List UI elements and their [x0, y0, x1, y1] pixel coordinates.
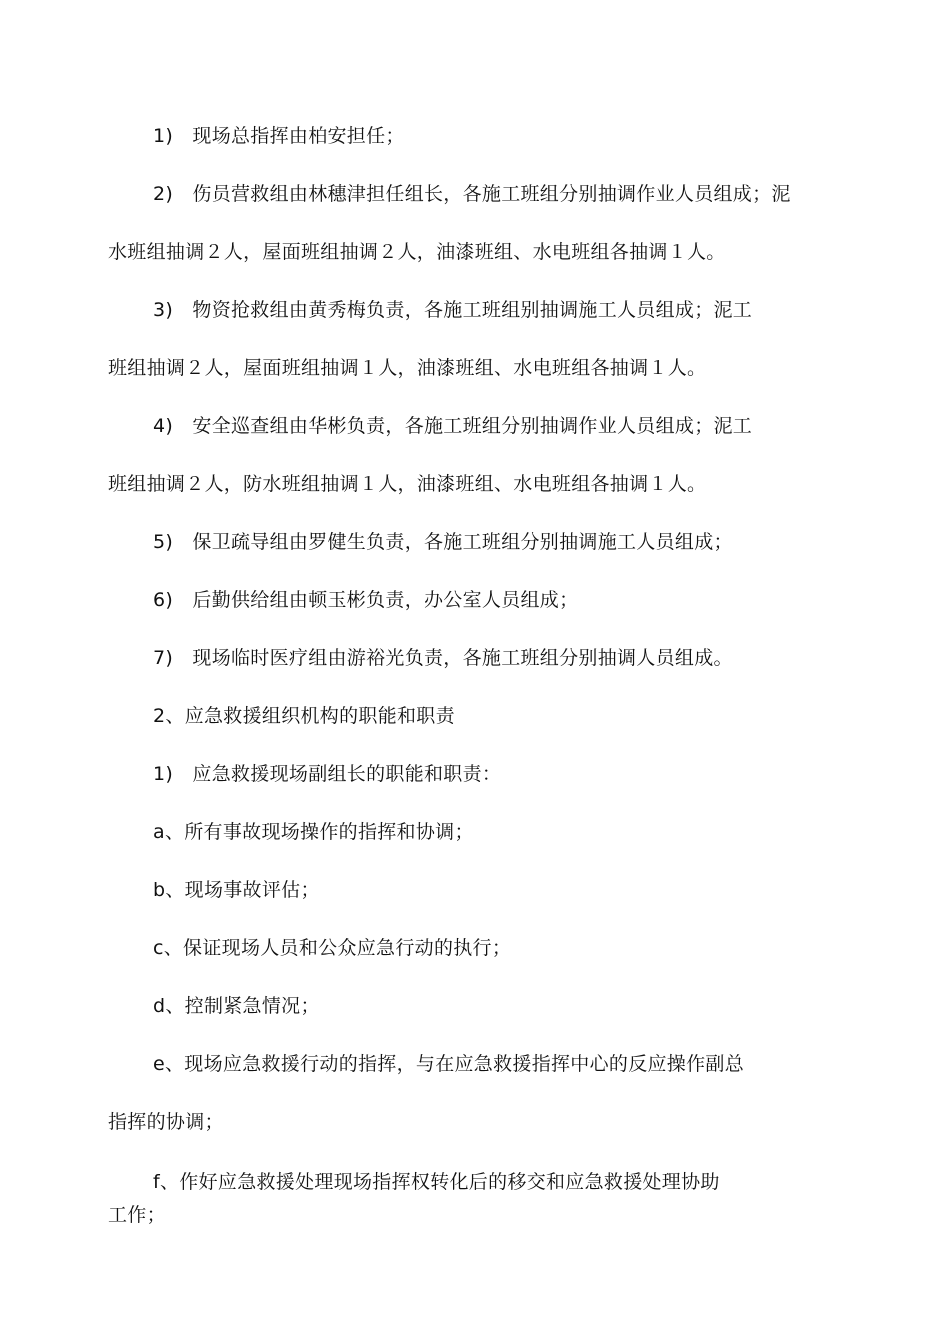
- item-2-rescue-team-cont: 水班组抽调２人，屋面班组抽调２人，油漆班组、水电班组各抽调１人。: [108, 241, 726, 263]
- duty-e-cont: 指挥的协调；: [108, 1111, 224, 1133]
- duty-e: e、现场应急救援行动的指挥，与在应急救援指挥中心的反应操作副总: [153, 1053, 744, 1075]
- item-4-safety-patrol: 4) 安全巡查组由华彬负责，各施工班组分别抽调作业人员组成；泥工: [153, 415, 753, 437]
- item-2-rescue-team: 2) 伤员营救组由林穗津担任组长，各施工班组分别抽调作业人员组成；泥: [153, 183, 791, 205]
- item-3-materials-team: 3) 物资抢救组由黄秀梅负责，各施工班组别抽调施工人员组成；泥工: [153, 299, 753, 321]
- item-1-commander: 1) 现场总指挥由柏安担任；: [153, 125, 405, 147]
- duty-a: a、所有事故现场操作的指挥和协调；: [153, 821, 474, 843]
- duty-f-cont: 工作；: [108, 1204, 166, 1226]
- item-6-logistics-team: 6) 后勤供给组由顿玉彬负责，办公室人员组成；: [153, 589, 579, 611]
- duties-item-1: 1) 应急救援现场副组长的职能和职责：: [153, 763, 502, 785]
- section-2-heading: 2、应急救援组织机构的职能和职责: [153, 705, 455, 727]
- duty-b: b、现场事故评估；: [153, 879, 320, 901]
- item-4-safety-patrol-cont: 班组抽调２人，防水班组抽调１人，油漆班组、水电班组各抽调１人。: [108, 473, 707, 495]
- item-5-security-team: 5) 保卫疏导组由罗健生负责，各施工班组分别抽调施工人员组成；: [153, 531, 733, 553]
- item-3-materials-team-cont: 班组抽调２人，屋面班组抽调１人，油漆班组、水电班组各抽调１人。: [108, 357, 707, 379]
- item-7-medical-team: 7) 现场临时医疗组由游裕光负责，各施工班组分别抽调人员组成。: [153, 647, 733, 669]
- duty-f: f、作好应急救援处理现场指挥权转化后的移交和应急救援处理协助: [153, 1171, 720, 1193]
- duty-d: d、控制紧急情况；: [153, 995, 320, 1017]
- duty-c: c、保证现场人员和公众应急行动的执行；: [153, 937, 512, 959]
